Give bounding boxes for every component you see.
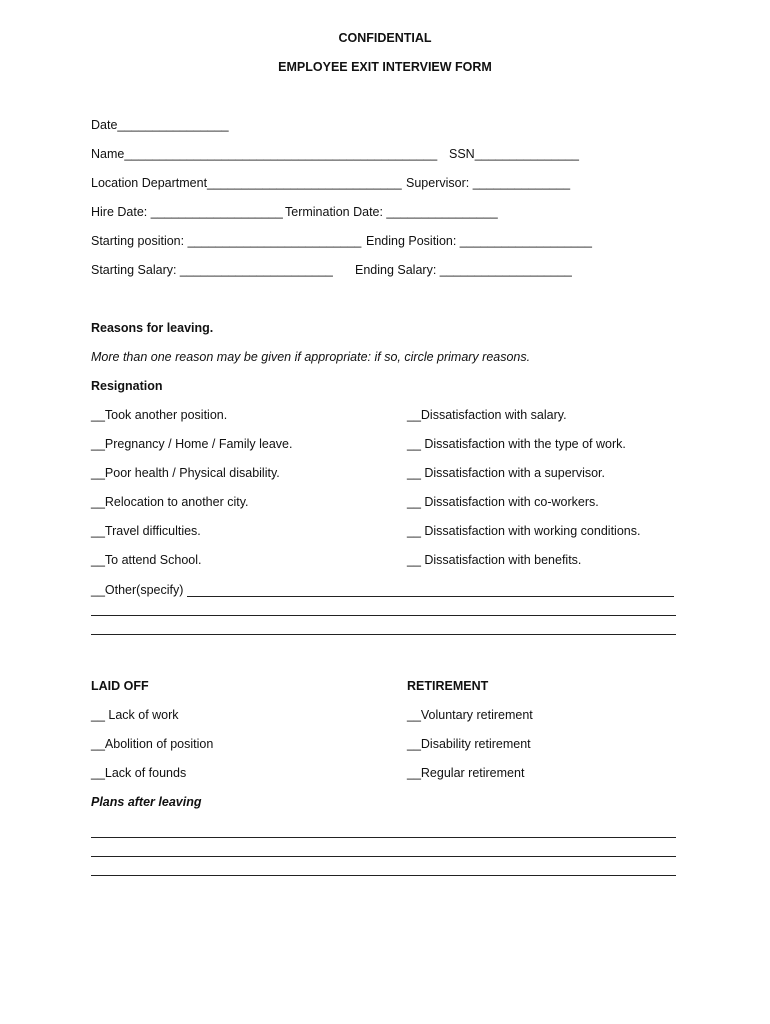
starting-salary-field[interactable]: Starting Salary: ______________________	[91, 263, 333, 277]
name-field[interactable]: Name_____________________________________________	[91, 147, 438, 161]
supervisor-field[interactable]: Supervisor: ______________	[406, 176, 571, 190]
resignation-option[interactable]: __Relocation to another city.	[91, 495, 249, 509]
laid-off-option[interactable]: __Lack of founds	[91, 766, 187, 780]
hire-date-field[interactable]: Hire Date: ___________________	[91, 205, 283, 219]
reasons-note: More than one reason may be given if appropriate: if so, circle primary reasons.	[91, 350, 531, 364]
resignation-option[interactable]: __Travel difficulties.	[91, 524, 201, 538]
date-field[interactable]: Date________________	[91, 118, 229, 132]
laid-off-heading: LAID OFF	[91, 679, 149, 693]
dissatisfaction-option[interactable]: __Dissatisfaction with salary.	[407, 408, 567, 422]
ending-salary-field[interactable]: Ending Salary: ___________________	[355, 263, 572, 277]
other-specify-line[interactable]	[187, 596, 674, 597]
ending-position-field[interactable]: Ending Position: ___________________	[366, 234, 592, 248]
resignation-option[interactable]: __Pregnancy / Home / Family leave.	[91, 437, 293, 451]
termination-date-field[interactable]: Termination Date: ________________	[285, 205, 498, 219]
plans-heading: Plans after leaving	[91, 795, 202, 809]
ssn-field[interactable]: SSN_______________	[449, 147, 579, 161]
retirement-heading: RETIREMENT	[407, 679, 489, 693]
other-specify-line[interactable]	[91, 634, 676, 635]
dissatisfaction-option[interactable]: __ Dissatisfaction with the type of work.	[407, 437, 626, 451]
retirement-option[interactable]: __Regular retirement	[407, 766, 525, 780]
plans-line[interactable]	[91, 875, 676, 876]
resignation-option[interactable]: __Took another position.	[91, 408, 228, 422]
retirement-option[interactable]: __Disability retirement	[407, 737, 531, 751]
dissatisfaction-option[interactable]: __ Dissatisfaction with a supervisor.	[407, 466, 606, 480]
dissatisfaction-option[interactable]: __ Dissatisfaction with co-workers.	[407, 495, 599, 509]
plans-line[interactable]	[91, 856, 676, 857]
resignation-heading: Resignation	[91, 379, 163, 393]
retirement-option[interactable]: __Voluntary retirement	[407, 708, 533, 722]
starting-position-field[interactable]: Starting position: _________________________	[91, 234, 362, 248]
resignation-option[interactable]: __Poor health / Physical disability.	[91, 466, 280, 480]
other-specify-line[interactable]	[91, 615, 676, 616]
laid-off-option[interactable]: __ Lack of work	[91, 708, 179, 722]
plans-line[interactable]	[91, 837, 676, 838]
dissatisfaction-option[interactable]: __ Dissatisfaction with working conditions.	[407, 524, 641, 538]
laid-off-option[interactable]: __Abolition of position	[91, 737, 214, 751]
dissatisfaction-option[interactable]: __ Dissatisfaction with benefits.	[407, 553, 582, 567]
reasons-heading: Reasons for leaving.	[91, 321, 214, 335]
other-specify-label: __Other(specify)	[91, 583, 184, 597]
resignation-option[interactable]: __To attend School.	[91, 553, 202, 567]
location-department-field[interactable]: Location Department____________________________	[91, 176, 402, 190]
confidential-label: CONFIDENTIAL	[338, 31, 432, 45]
form-title: EMPLOYEE EXIT INTERVIEW FORM	[278, 60, 492, 74]
